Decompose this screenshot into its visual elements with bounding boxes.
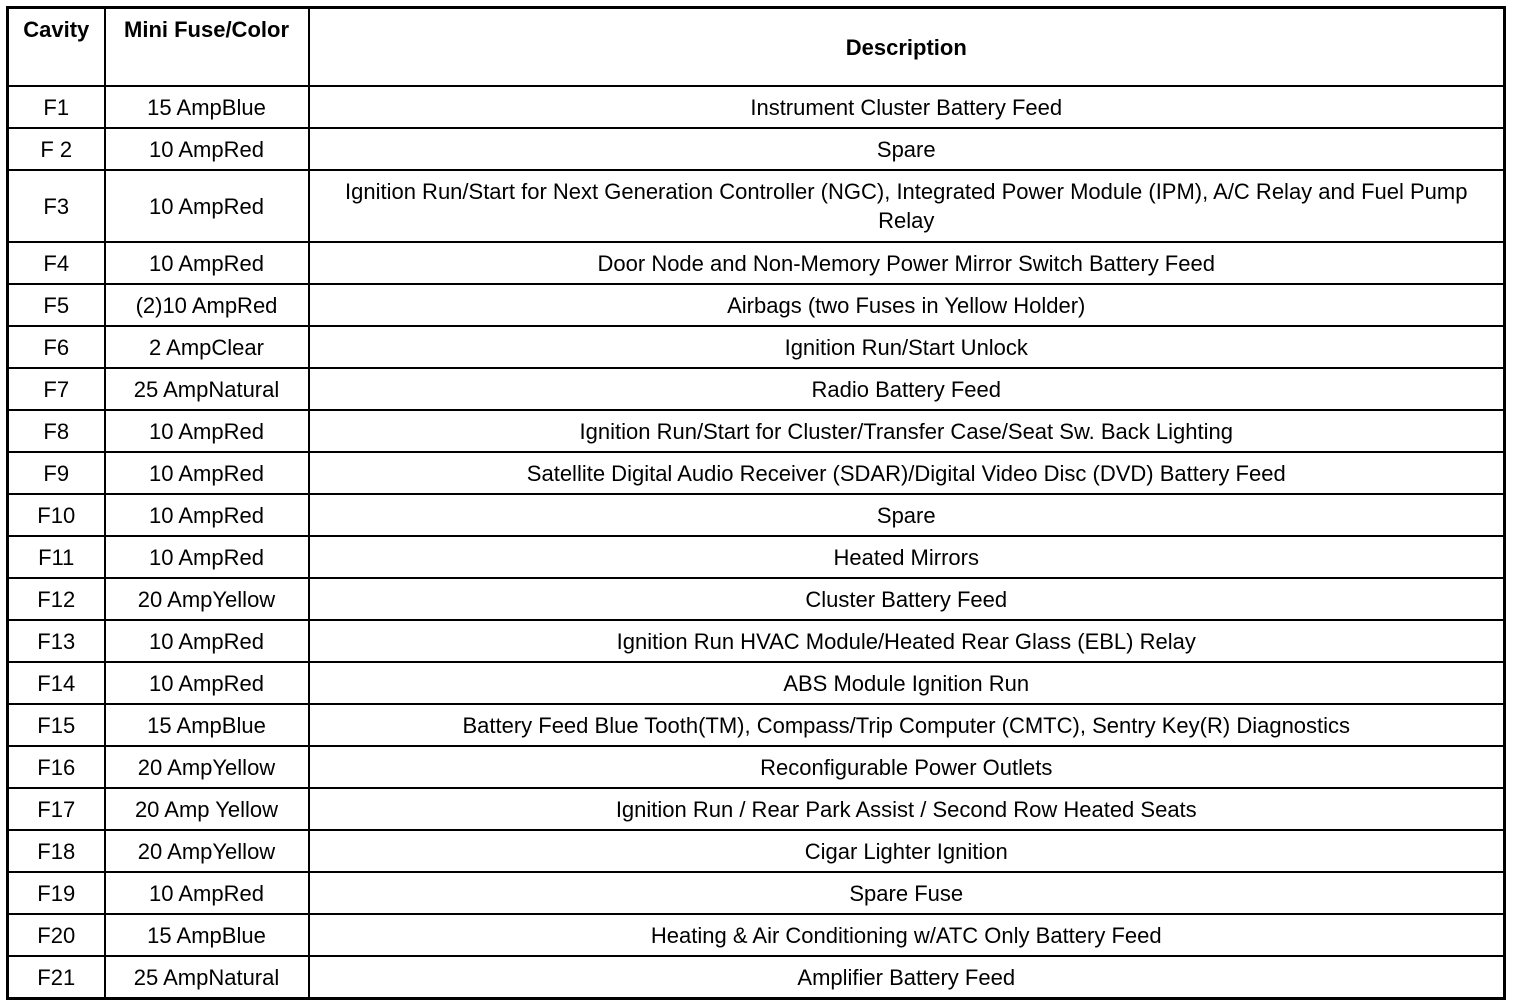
- cavity-cell: F4: [8, 242, 105, 284]
- table-row: [8, 410, 1505, 452]
- header-cavity: Cavity: [8, 8, 105, 87]
- fuse-color-cell: 10 AmpRed: [105, 872, 309, 914]
- cavity-cell: F9: [8, 452, 105, 494]
- fuse-color-cell: (2)10 AmpRed: [105, 284, 309, 326]
- cavity-cell: F6: [8, 326, 105, 368]
- description-cell: Ignition Run/Start Unlock: [309, 326, 1505, 368]
- description-cell: Ignition Run HVAC Module/Heated Rear Glass (EBL) Relay: [309, 620, 1505, 662]
- table-row: [8, 746, 1505, 788]
- cavity-cell: F12: [8, 578, 105, 620]
- description-cell: Satellite Digital Audio Receiver (SDAR)/Digital Video Disc (DVD) Battery Feed: [309, 452, 1505, 494]
- header-description: Description: [309, 8, 1505, 87]
- fuse-color-cell: 2 AmpClear: [105, 326, 309, 368]
- description-cell: Airbags (two Fuses in Yellow Holder): [309, 284, 1505, 326]
- table-row: [8, 452, 1505, 494]
- fuse-color-cell: 25 AmpNatural: [105, 368, 309, 410]
- description-cell: Reconfigurable Power Outlets: [309, 746, 1505, 788]
- table-row: [8, 914, 1505, 956]
- description-cell: Cigar Lighter Ignition: [309, 830, 1505, 872]
- fuse-color-cell: 20 AmpYellow: [105, 578, 309, 620]
- cavity-cell: F5: [8, 284, 105, 326]
- description-cell: Ignition Run/Start for Cluster/Transfer Case/Seat Sw. Back Lighting: [309, 410, 1505, 452]
- cavity-cell: F17: [8, 788, 105, 830]
- table-row: [8, 536, 1505, 578]
- table-row: [8, 326, 1505, 368]
- description-cell: ABS Module Ignition Run: [309, 662, 1505, 704]
- table-row: [8, 956, 1505, 999]
- cavity-cell: F19: [8, 872, 105, 914]
- cavity-cell: F13: [8, 620, 105, 662]
- fuse-color-cell: 20 AmpYellow: [105, 830, 309, 872]
- table-row: [8, 788, 1505, 830]
- table-row: [8, 830, 1505, 872]
- fuse-color-cell: 10 AmpRed: [105, 452, 309, 494]
- description-cell: Heated Mirrors: [309, 536, 1505, 578]
- description-cell: Spare: [309, 494, 1505, 536]
- fuse-color-cell: 25 AmpNatural: [105, 956, 309, 999]
- table-row: [8, 170, 1505, 242]
- cavity-cell: F 2: [8, 128, 105, 170]
- cavity-cell: F18: [8, 830, 105, 872]
- fuse-table: [6, 6, 1506, 1000]
- cavity-cell: F1: [8, 86, 105, 128]
- cavity-cell: F11: [8, 536, 105, 578]
- description-cell: Amplifier Battery Feed: [309, 956, 1505, 999]
- table-row: [8, 128, 1505, 170]
- cavity-cell: F14: [8, 662, 105, 704]
- description-cell: Cluster Battery Feed: [309, 578, 1505, 620]
- table-body: [8, 86, 1505, 999]
- fuse-color-cell: 15 AmpBlue: [105, 914, 309, 956]
- table-row: [8, 578, 1505, 620]
- table-row: [8, 704, 1505, 746]
- cavity-cell: F21: [8, 956, 105, 999]
- cavity-cell: F16: [8, 746, 105, 788]
- fuse-color-cell: 10 AmpRed: [105, 128, 309, 170]
- table-row: [8, 872, 1505, 914]
- description-cell: Battery Feed Blue Tooth(TM), Compass/Trip Computer (CMTC), Sentry Key(R) Diagnostics: [309, 704, 1505, 746]
- fuse-color-cell: 10 AmpRed: [105, 242, 309, 284]
- description-cell: Radio Battery Feed: [309, 368, 1505, 410]
- fuse-color-cell: 10 AmpRed: [105, 494, 309, 536]
- fuse-color-cell: 10 AmpRed: [105, 170, 309, 242]
- description-cell: Instrument Cluster Battery Feed: [309, 86, 1505, 128]
- fuse-color-cell: 10 AmpRed: [105, 410, 309, 452]
- table-header: [8, 8, 1505, 87]
- table-row: [8, 284, 1505, 326]
- fuse-color-cell: 10 AmpRed: [105, 662, 309, 704]
- fuse-color-cell: 15 AmpBlue: [105, 704, 309, 746]
- description-cell: Spare: [309, 128, 1505, 170]
- table-row: [8, 620, 1505, 662]
- header-fuse-color: Mini Fuse/Color: [105, 8, 309, 87]
- table-row: [8, 494, 1505, 536]
- fuse-color-cell: 10 AmpRed: [105, 536, 309, 578]
- cavity-cell: F3: [8, 170, 105, 242]
- cavity-cell: F7: [8, 368, 105, 410]
- description-cell: Ignition Run/Start for Next Generation Controller (NGC), Integrated Power Module (IPM), A/C Relay and Fuel Pump Relay: [309, 170, 1505, 242]
- cavity-cell: F15: [8, 704, 105, 746]
- table-row: [8, 368, 1505, 410]
- description-cell: Door Node and Non-Memory Power Mirror Switch Battery Feed: [309, 242, 1505, 284]
- fuse-color-cell: 20 Amp Yellow: [105, 788, 309, 830]
- description-cell: Heating & Air Conditioning w/ATC Only Battery Feed: [309, 914, 1505, 956]
- fuse-color-cell: 20 AmpYellow: [105, 746, 309, 788]
- table-row: [8, 242, 1505, 284]
- fuse-color-cell: 10 AmpRed: [105, 620, 309, 662]
- description-cell: Spare Fuse: [309, 872, 1505, 914]
- cavity-cell: F10: [8, 494, 105, 536]
- cavity-cell: F8: [8, 410, 105, 452]
- cavity-cell: F20: [8, 914, 105, 956]
- table-row: [8, 662, 1505, 704]
- fuse-color-cell: 15 AmpBlue: [105, 86, 309, 128]
- header-row: [8, 8, 1505, 87]
- description-cell: Ignition Run / Rear Park Assist / Second Row Heated Seats: [309, 788, 1505, 830]
- table-row: [8, 86, 1505, 128]
